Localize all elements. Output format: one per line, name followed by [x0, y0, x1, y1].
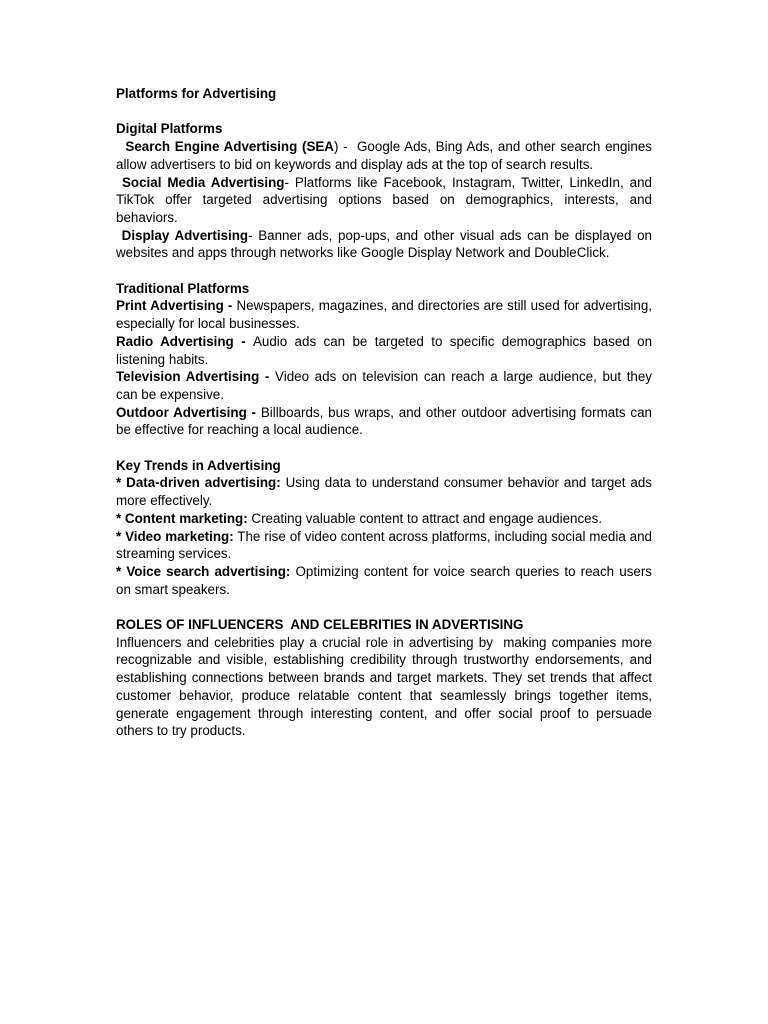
item-lead: Television Advertising - — [116, 369, 276, 385]
digital-item-social-media — [116, 174, 652, 227]
traditional-item-television — [116, 368, 652, 403]
item-lead: * Voice search advertising: — [116, 563, 291, 579]
traditional-item-radio — [116, 333, 652, 368]
item-text: - Platforms like Facebook, Instagram, Twitter, LinkedIn, and TikTok offer targeted advertising options based on demographics, interests, and behaviors. — [116, 174, 652, 225]
item-text: The rise of video content across platforms, including social media and streaming services. — [116, 528, 652, 562]
item-lead: Social Media Advertising — [116, 174, 285, 190]
item-text: Optimizing content for voice search queries to reach users on smart speakers. — [116, 563, 652, 597]
item-lead: * Data-driven advertising: — [116, 475, 281, 491]
item-text: Video ads on television can reach a large audience, but they can be expensive. — [116, 369, 653, 402]
item-lead: Outdoor Advertising - — [116, 404, 261, 420]
item-separator: ) - — [333, 139, 353, 155]
item-text: Billboards, bus wraps, and other outdoor advertising formats can be effective for reaching a local audience. — [116, 404, 652, 438]
item-text: Google Ads, Bing Ads, and other search engines allow advertisers to bid on keywords and display ads at the top of search results. — [116, 139, 652, 172]
spacer — [116, 103, 652, 121]
roles-heading: ROLES OF INFLUENCERS AND CELEBRITIES IN ADVERTISING — [116, 617, 524, 633]
spacer — [116, 439, 652, 457]
trend-item-content-marketing — [116, 510, 652, 528]
item-text: Using data to understand consumer behavior and target ads more effectively. — [116, 475, 652, 509]
item-lead: * Content marketing: — [116, 510, 248, 526]
roles-paragraph: Influencers and celebrities play a crucial role in advertising by making companies more recognizable and visible, establishing credibility through trustworthy endorsements, and establishing connections between brands and target markets. They set trends that affect customer behavior, produce relatable content that seamlessly brings together items, generate engagement through interesting content, and offer social proof to persuade others to try products. — [116, 634, 656, 739]
spacer — [116, 262, 652, 280]
trend-item-voice-search — [116, 563, 652, 598]
item-lead: Search Engine Advertising (SEA — [116, 139, 334, 155]
spacer — [116, 598, 652, 616]
digital-platforms-heading: Digital Platforms — [116, 121, 223, 137]
item-text: Creating valuable content to attract and engage audiences. — [247, 510, 603, 526]
digital-item-display — [116, 227, 652, 262]
item-lead: Radio Advertising - — [116, 333, 253, 349]
item-text: Audio ads can be targeted to specific demographics based on listening habits. — [116, 333, 653, 367]
item-lead: * Video marketing: — [116, 528, 234, 544]
item-lead: Print Advertising - — [116, 298, 237, 314]
document-page — [116, 85, 656, 740]
document-title: Platforms for Advertising — [116, 86, 277, 101]
trend-item-data-driven — [116, 474, 652, 509]
traditional-item-print — [116, 297, 652, 332]
item-text: - Banner ads, pop-ups, and other visual ads can be displayed on websites and apps through networks like Google Display Network and DoubleClick. — [116, 227, 652, 261]
traditional-item-outdoor — [116, 404, 652, 439]
key-trends-heading: Key Trends in Advertising — [116, 457, 281, 473]
traditional-platforms-heading: Traditional Platforms — [116, 280, 250, 296]
item-lead: Display Advertising — [116, 227, 249, 243]
digital-item-sea — [116, 138, 652, 173]
item-text: Newspapers, magazines, and directories are still used for advertising, especially for local businesses. — [116, 298, 652, 332]
trend-item-video-marketing — [116, 528, 652, 563]
